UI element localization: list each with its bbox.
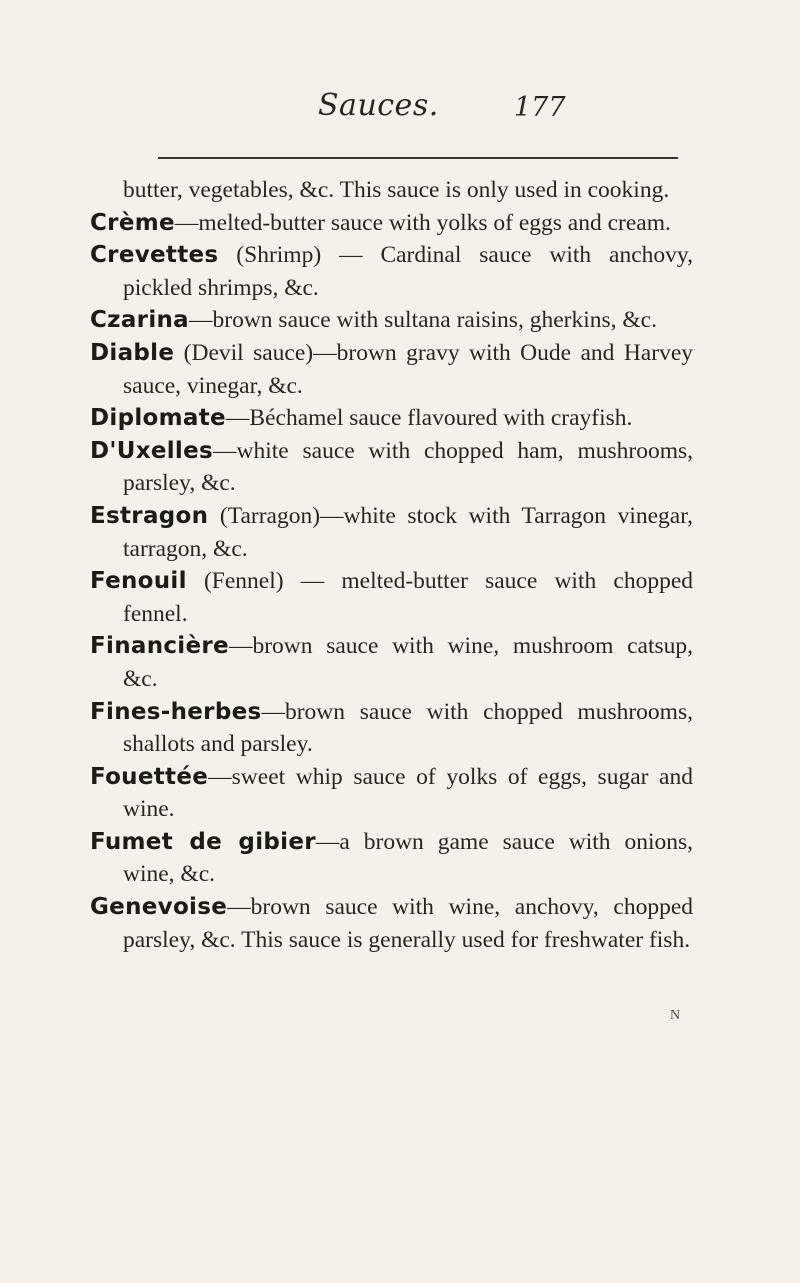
entry-term: Crevettes bbox=[90, 242, 219, 269]
glossary-entry bbox=[90, 826, 693, 891]
entry-term: Fouettée bbox=[90, 763, 209, 790]
entry-description: —brown sauce with wine, mushroom catsup, &c. bbox=[123, 633, 693, 692]
glossary-entry bbox=[90, 402, 693, 435]
entry-description: —a brown game sauce with onions, wine, &c. bbox=[123, 828, 694, 888]
header-rule bbox=[158, 157, 678, 159]
entry-term: Fines-herbes bbox=[90, 698, 262, 725]
entry-term: Genevoise bbox=[90, 894, 228, 921]
glossary-entry bbox=[90, 565, 693, 630]
running-title: Sauces. bbox=[318, 88, 439, 123]
continued-entry-text: butter, vegetables, &c. This sauce is only used in cooking. bbox=[123, 177, 670, 203]
entry-term: Diplomate bbox=[90, 405, 226, 432]
entry-description: —brown sauce with sultana raisins, gherkins, &c. bbox=[189, 307, 657, 334]
glossary-entry bbox=[90, 630, 693, 695]
entry-description: (Devil sauce)—brown gravy with Oude and Harvey sauce, vinegar, &c. bbox=[123, 339, 693, 399]
entry-description: (Fennel) — melted-butter sauce with chopped fennel. bbox=[123, 568, 693, 627]
glossary-entry bbox=[90, 337, 693, 402]
glossary-entry bbox=[90, 435, 693, 500]
entry-term: Fenouil bbox=[90, 568, 187, 595]
page-number: 177 bbox=[514, 92, 566, 123]
entry-term: Financière bbox=[90, 633, 229, 660]
glossary-entry bbox=[90, 500, 693, 565]
entry-term: Fumet de gibier bbox=[90, 828, 316, 855]
entry-description: (Tarragon)—white stock with Tarragon vinegar, tarragon, &c. bbox=[123, 502, 693, 562]
glossary-entry bbox=[90, 239, 693, 304]
entry-description: —sweet whip sauce of yolks of eggs, sugar and wine. bbox=[123, 763, 693, 823]
entry-description: —melted-butter sauce with yolks of eggs and cream. bbox=[174, 209, 671, 236]
glossary-entry bbox=[90, 761, 693, 826]
page-header bbox=[0, 88, 800, 148]
entry-term: Czarina bbox=[90, 307, 190, 334]
glossary-entry bbox=[90, 696, 693, 761]
entry-description: —white sauce with chopped ham, mushrooms, parsley, &c. bbox=[123, 437, 693, 497]
entry-description: (Shrimp) — Cardinal sauce with anchovy, pickled shrimps, &c. bbox=[123, 242, 693, 301]
glossary-entry bbox=[90, 207, 693, 240]
sauce-glossary bbox=[0, 174, 800, 956]
entry-description: —brown sauce with chopped mushrooms, shallots and parsley. bbox=[123, 698, 693, 758]
entry-term: Diable bbox=[90, 339, 175, 366]
entry-term: Crème bbox=[90, 209, 175, 236]
entry-description: —brown sauce with wine, anchovy, chopped parsley, &c. This sauce is generally used for freshwater fish. bbox=[123, 894, 693, 953]
glossary-entry bbox=[90, 891, 693, 956]
entry-term: D'Uxelles bbox=[90, 437, 214, 464]
entry-term: Estragon bbox=[90, 502, 209, 529]
entry-description: —Béchamel sauce flavoured with crayfish. bbox=[225, 405, 633, 432]
glossary-entry bbox=[90, 304, 693, 337]
signature-mark: N bbox=[670, 1008, 681, 1023]
